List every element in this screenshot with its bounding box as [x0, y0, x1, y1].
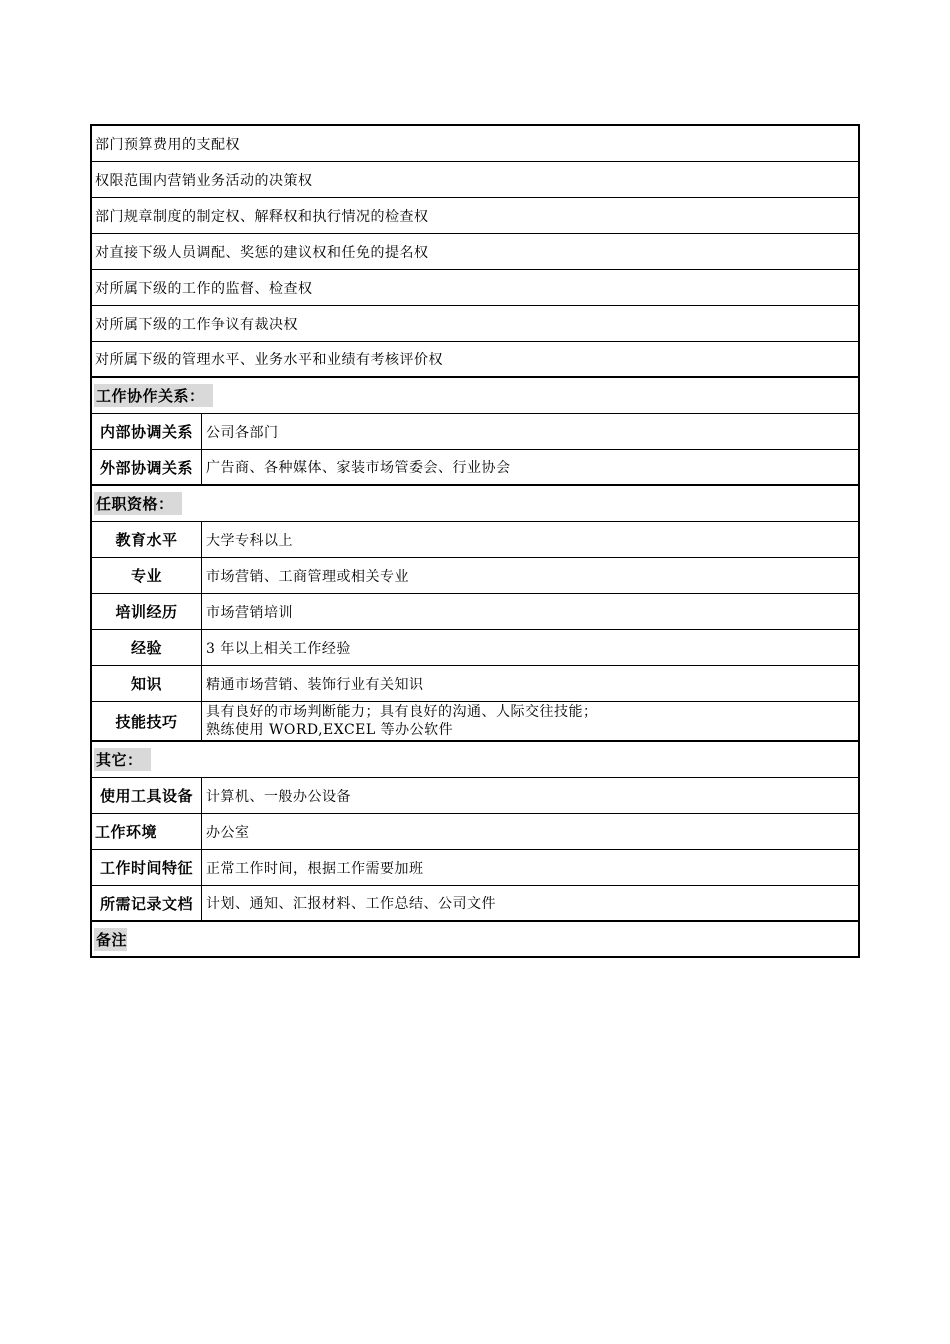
section-title: 其它： — [94, 748, 151, 771]
skills-line: 具有良好的市场判断能力；具有良好的沟通、人际交往技能； — [206, 704, 598, 720]
section-header-other — [92, 742, 858, 778]
row-value — [202, 702, 858, 740]
section-header-cooperation — [92, 378, 858, 414]
skills-line: 熟练使用 WORD,EXCEL 等办公软件 — [206, 722, 454, 738]
row-value: 办公室 — [206, 824, 250, 841]
job-description-table — [90, 124, 860, 958]
authority-row — [92, 198, 858, 234]
authority-item: 对所属下级的工作的监督、检查权 — [95, 280, 313, 297]
table-row — [92, 666, 858, 702]
section-title: 备注 — [94, 928, 127, 951]
authority-row — [92, 126, 858, 162]
row-value: 大学专科以上 — [206, 532, 293, 549]
row-label: 工作时间特征 — [92, 850, 202, 885]
section-title: 任职资格： — [94, 492, 182, 515]
row-value: 市场营销、工商管理或相关专业 — [206, 568, 409, 585]
table-row — [92, 814, 858, 850]
authority-item: 部门预算费用的支配权 — [95, 136, 240, 153]
row-label: 所需记录文档 — [92, 886, 202, 920]
authority-item: 对所属下级的工作争议有裁决权 — [95, 316, 298, 333]
row-label: 专业 — [92, 558, 202, 593]
authority-row — [92, 234, 858, 270]
authority-item: 对所属下级的管理水平、业务水平和业绩有考核评价权 — [95, 352, 443, 368]
row-label: 使用工具设备 — [92, 778, 202, 813]
table-row — [92, 886, 858, 922]
authority-row — [92, 342, 858, 378]
row-value: 正常工作时间，根据工作需要加班 — [206, 860, 424, 877]
row-value: 计划、通知、汇报材料、工作总结、公司文件 — [206, 896, 496, 912]
section-header-remarks — [92, 922, 858, 958]
table-row — [92, 778, 858, 814]
row-value: 计算机、一般办公设备 — [206, 788, 351, 805]
authority-row — [92, 306, 858, 342]
table-row — [92, 850, 858, 886]
table-row — [92, 414, 858, 450]
table-row — [92, 522, 858, 558]
row-label: 培训经历 — [92, 594, 202, 629]
row-label: 工作环境 — [92, 814, 202, 849]
row-value: 广告商、各种媒体、家装市场管委会、行业协会 — [206, 460, 511, 476]
row-label: 技能技巧 — [92, 702, 202, 740]
row-label: 外部协调关系 — [92, 450, 202, 484]
authority-item: 权限范围内营销业务活动的决策权 — [95, 172, 313, 189]
row-value: 3 年以上相关工作经验 — [206, 640, 351, 657]
table-row — [92, 702, 858, 742]
section-header-qualifications — [92, 486, 858, 522]
authority-item: 对直接下级人员调配、奖惩的建议权和任免的提名权 — [95, 244, 429, 261]
section-title: 工作协作关系： — [94, 384, 213, 407]
authority-row — [92, 162, 858, 198]
table-row — [92, 594, 858, 630]
row-label: 教育水平 — [92, 522, 202, 557]
row-value: 精通市场营销、装饰行业有关知识 — [206, 676, 424, 693]
row-value: 市场营销培训 — [206, 604, 293, 621]
row-label: 经验 — [92, 630, 202, 665]
row-value: 公司各部门 — [206, 424, 279, 441]
table-row — [92, 558, 858, 594]
table-row — [92, 630, 858, 666]
row-label: 内部协调关系 — [92, 414, 202, 449]
authority-row — [92, 270, 858, 306]
row-label: 知识 — [92, 666, 202, 701]
table-row — [92, 450, 858, 486]
authority-item: 部门规章制度的制定权、解释权和执行情况的检查权 — [95, 208, 429, 225]
